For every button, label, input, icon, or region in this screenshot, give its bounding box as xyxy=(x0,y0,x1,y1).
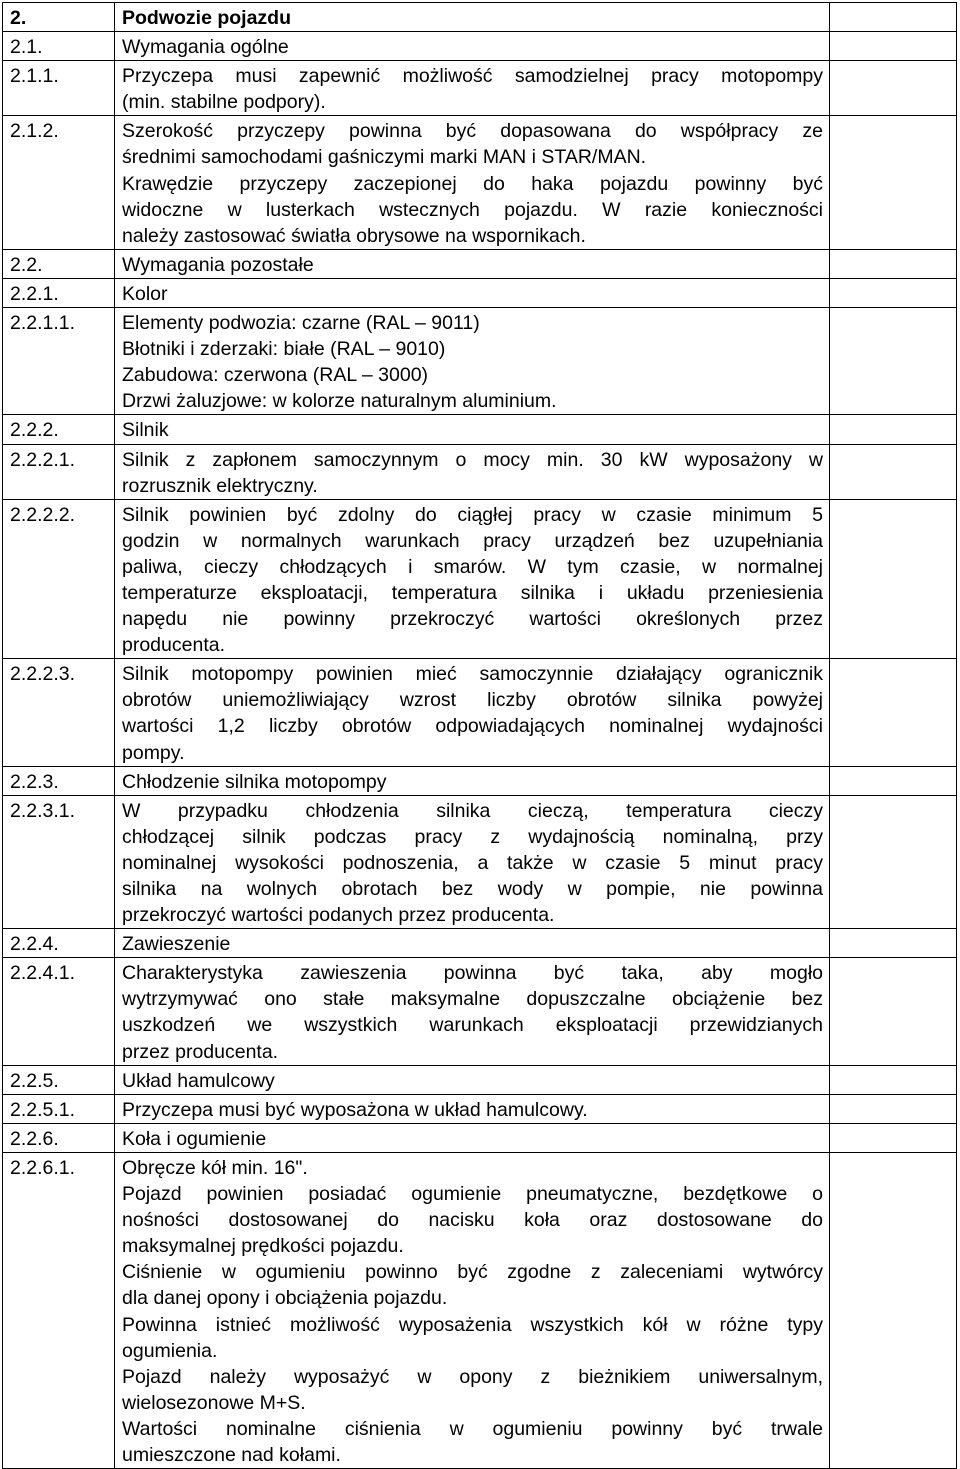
spec-row xyxy=(3,958,957,1065)
text-line: maksymalnej prędkości pojazdu. xyxy=(122,1235,404,1258)
section-text xyxy=(115,795,830,928)
empty-cell xyxy=(830,958,957,1065)
section-text xyxy=(115,415,830,444)
empty-cell xyxy=(830,766,957,795)
section-number: 2.2. xyxy=(3,249,115,278)
spec-row xyxy=(3,278,957,307)
empty-cell xyxy=(830,1065,957,1094)
text-line: Podwozie pojazdu xyxy=(122,7,291,29)
section-text xyxy=(115,278,830,307)
section-number: 2.2.1. xyxy=(3,278,115,307)
text-line: paliwa, cieczy chłodzących i smarów. W tym czasie, w normalnej xyxy=(122,555,823,578)
text-line: Pojazd należy wyposażyć w opony z bieżnikiem uniwersalnym, xyxy=(122,1365,823,1388)
section-text xyxy=(115,1065,830,1094)
text-line: Wartości nominalne ciśnienia w ogumieniu powinny być trwale xyxy=(122,1417,823,1440)
text-line: Silnik motopompy powinien mieć samoczynnie działający ogranicznik xyxy=(122,663,823,686)
text-line: napędu nie powinny przekroczyć wartości określonych przez xyxy=(122,608,823,631)
empty-cell xyxy=(830,795,957,928)
section-text xyxy=(115,308,830,415)
spec-row xyxy=(3,444,957,499)
section-number: 2.2.2.2. xyxy=(3,499,115,659)
section-number: 2.2.5. xyxy=(3,1065,115,1094)
spec-row xyxy=(3,61,957,116)
text-line: Chłodzenie silnika motopompy xyxy=(122,770,387,793)
spec-row xyxy=(3,116,957,249)
section-number: 2.1. xyxy=(3,32,115,61)
empty-cell xyxy=(830,929,957,958)
spec-row xyxy=(3,795,957,928)
empty-cell xyxy=(830,1094,957,1123)
text-line: Elementy podwozia: czarne (RAL – 9011) xyxy=(122,312,480,335)
section-text xyxy=(115,61,830,116)
empty-cell xyxy=(830,1123,957,1152)
text-line: producenta. xyxy=(122,634,225,657)
section-number: 2.1.2. xyxy=(3,116,115,249)
text-line: Obręcze kół min. 16". xyxy=(122,1156,308,1179)
text-line: temperaturze eksploatacji, temperatura silnika i układu przeniesienia xyxy=(122,581,823,604)
spec-row xyxy=(3,32,957,61)
section-number: 2.2.2.3. xyxy=(3,659,115,766)
text-line: przez producenta. xyxy=(122,1040,279,1063)
text-line: widoczne w lusterkach wstecznych pojazdu. W razie konieczności xyxy=(122,198,823,221)
text-line: Szerokość przyczepy powinna być dopasowana do współpracy ze xyxy=(122,120,823,143)
text-line: wartości 1,2 liczby obrotów odpowiadających nominalnej wydajności xyxy=(122,715,823,738)
spec-row xyxy=(3,1065,957,1094)
text-line: wytrzymywać ono stałe maksymalne dopuszczalne obciążenie bez xyxy=(122,988,823,1011)
text-line: Silnik z zapłonem samoczynnym o mocy min. 30 kW wyposażony w xyxy=(122,448,823,471)
spec-row xyxy=(3,499,957,659)
text-line: Charakterystyka zawieszenia powinna być taka, aby mogło xyxy=(122,962,823,985)
spec-row xyxy=(3,415,957,444)
text-line: nośności dostosowanej do nacisku koła oraz dostosowane do xyxy=(122,1209,823,1232)
empty-cell xyxy=(830,3,957,32)
text-line: średnimi samochodami gaśniczymi marki MAN i STAR/MAN. xyxy=(122,146,647,169)
section-number: 2.2.3.1. xyxy=(3,795,115,928)
spec-row xyxy=(3,249,957,278)
section-number: 2.2.2.1. xyxy=(3,444,115,499)
spec-row xyxy=(3,929,957,958)
empty-cell xyxy=(830,1152,957,1468)
text-line: godzin w normalnych warunkach pracy urządzeń bez uzupełniania xyxy=(122,529,823,552)
spec-row xyxy=(3,1152,957,1468)
text-line: Wymagania ogólne xyxy=(122,36,289,59)
section-text xyxy=(115,249,830,278)
spec-row xyxy=(3,659,957,766)
text-line: Pojazd powinien posiadać ogumienie pneumatyczne, bezdętkowe o xyxy=(122,1183,823,1206)
section-text xyxy=(115,766,830,795)
text-line: rozrusznik elektryczny. xyxy=(122,474,318,497)
section-number: 2.2.2. xyxy=(3,415,115,444)
text-line: wielosezonowe M+S. xyxy=(122,1391,306,1414)
text-line: Przyczepa musi być wyposażona w układ hamulcowy. xyxy=(122,1098,588,1121)
empty-cell xyxy=(830,444,957,499)
empty-cell xyxy=(830,249,957,278)
text-line: umieszczone nad kołami. xyxy=(122,1443,341,1466)
empty-cell xyxy=(830,116,957,249)
text-line: Powinna istnieć możliwość wyposażenia wszystkich kół w różne typy xyxy=(122,1313,823,1336)
section-text xyxy=(115,499,830,659)
empty-cell xyxy=(830,308,957,415)
text-line: Zawieszenie xyxy=(122,933,231,956)
text-line: Ciśnienie w ogumieniu powinno być zgodne z zaleceniami wytwórcy xyxy=(122,1261,823,1284)
section-text xyxy=(115,3,830,32)
text-line: obrotów uniemożliwiający wzrost liczby obrotów silnika powyżej xyxy=(122,689,823,712)
section-number: 2.1.1. xyxy=(3,61,115,116)
text-line: Układ hamulcowy xyxy=(122,1069,275,1092)
section-text xyxy=(115,958,830,1065)
empty-cell xyxy=(830,278,957,307)
text-line: Drzwi żaluzjowe: w kolorze naturalnym aluminium. xyxy=(122,390,557,413)
section-number: 2.2.1.1. xyxy=(3,308,115,415)
section-number: 2. xyxy=(3,3,115,32)
text-line: Silnik xyxy=(122,419,169,442)
text-line: (min. stabilne podpory). xyxy=(122,91,326,114)
empty-cell xyxy=(830,499,957,659)
empty-cell xyxy=(830,659,957,766)
section-number: 2.2.6. xyxy=(3,1123,115,1152)
text-line: Błotniki i zderzaki: białe (RAL – 9010) xyxy=(122,338,446,361)
text-line: Kolor xyxy=(122,282,168,305)
text-line: należy zastosować światła obrysowe na wspornikach. xyxy=(122,224,586,247)
text-line: dla danej opony i obciążenia pojazdu. xyxy=(122,1287,448,1310)
text-line: przekroczyć wartości podanych przez producenta. xyxy=(122,904,555,927)
spec-row xyxy=(3,1123,957,1152)
section-text xyxy=(115,32,830,61)
text-line: Przyczepa musi zapewnić możliwość samodzielnej pracy motopompy xyxy=(122,65,823,88)
section-number: 2.2.4. xyxy=(3,929,115,958)
text-line: pompy. xyxy=(122,741,185,764)
text-line: silnika na wolnych obrotach bez wody w pompie, nie powinna xyxy=(122,878,823,900)
section-text xyxy=(115,929,830,958)
section-number: 2.2.4.1. xyxy=(3,958,115,1065)
spec-table xyxy=(2,2,957,1469)
text-line: Wymagania pozostałe xyxy=(122,253,314,276)
empty-cell xyxy=(830,415,957,444)
text-line: Koła i ogumienie xyxy=(122,1127,267,1150)
empty-cell xyxy=(830,32,957,61)
text-line: Silnik powinien być zdolny do ciągłej pracy w czasie minimum 5 xyxy=(122,503,823,526)
text-line: uszkodzeń we wszystkich warunkach eksploatacji przewidzianych xyxy=(122,1014,823,1037)
spec-table-body xyxy=(3,3,957,1469)
text-line: Krawędzie przyczepy zaczepionej do haka pojazdu powinny być xyxy=(122,172,823,195)
text-line: Zabudowa: czerwona (RAL – 3000) xyxy=(122,364,429,387)
empty-cell xyxy=(830,61,957,116)
section-text xyxy=(115,659,830,766)
section-text xyxy=(115,1152,830,1468)
section-text xyxy=(115,444,830,499)
text-line: ogumienia. xyxy=(122,1339,218,1362)
section-text xyxy=(115,1123,830,1152)
text-line: chłodzącej silnik podczas pracy z wydajnością nominalną, przy xyxy=(122,825,823,848)
section-number: 2.2.3. xyxy=(3,766,115,795)
spec-row xyxy=(3,308,957,415)
spec-row xyxy=(3,1094,957,1123)
section-text xyxy=(115,1094,830,1123)
text-line: W przypadku chłodzenia silnika cieczą, temperatura cieczy xyxy=(122,799,823,822)
section-number: 2.2.5.1. xyxy=(3,1094,115,1123)
spec-row xyxy=(3,766,957,795)
text-line: nominalnej wysokości podnoszenia, a także w czasie 5 minut pracy xyxy=(122,851,823,874)
spec-row xyxy=(3,3,957,32)
section-number: 2.2.6.1. xyxy=(3,1152,115,1468)
section-text xyxy=(115,116,830,249)
